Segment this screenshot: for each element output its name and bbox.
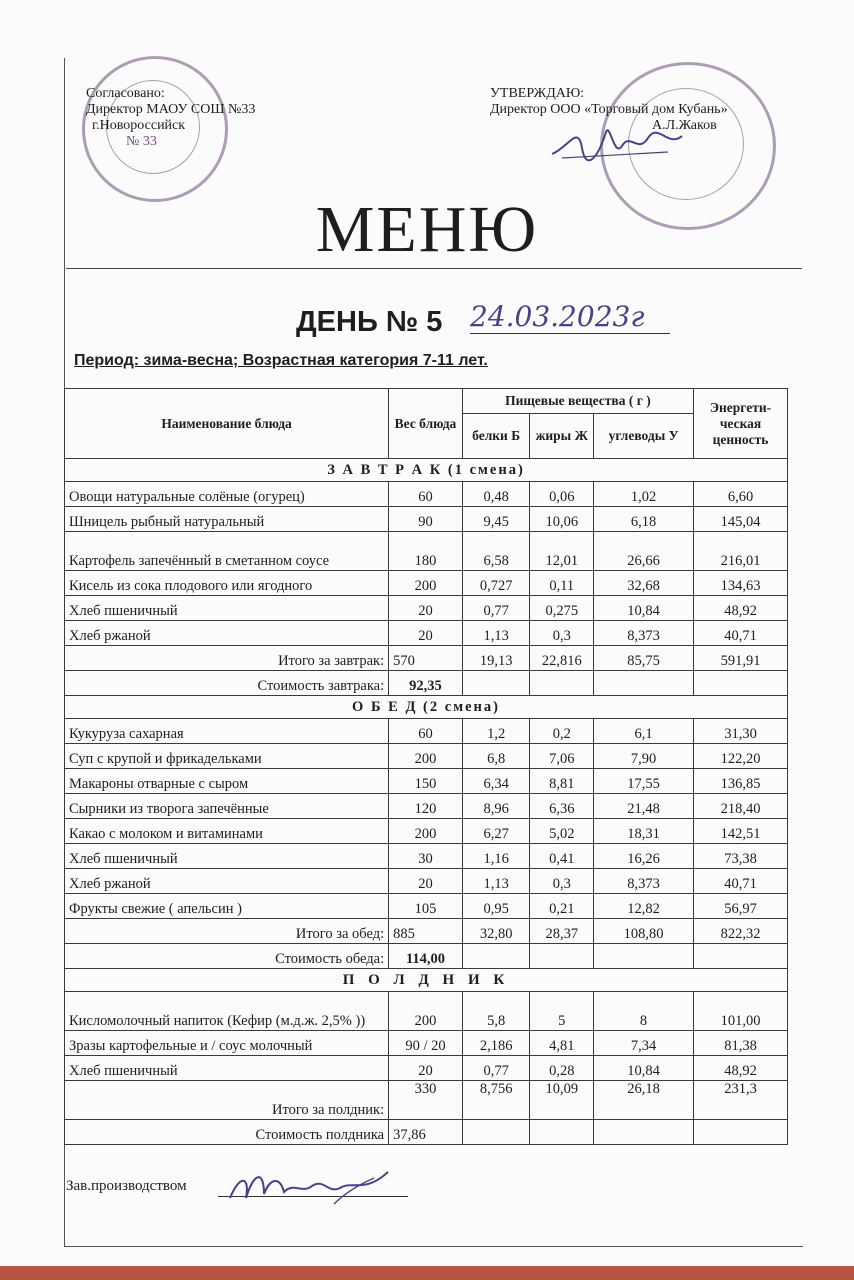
total-carbs: 85,75 <box>594 646 694 671</box>
table-row <box>65 719 788 744</box>
dish-proteins: 2,186 <box>462 1031 530 1056</box>
dish-proteins: 6,34 <box>462 769 530 794</box>
section-lunch <box>65 696 788 969</box>
total-proteins: 8,756 <box>462 1081 530 1120</box>
dish-carbs: 32,68 <box>594 571 694 596</box>
dish-energy: 6,60 <box>694 482 788 507</box>
section-title: З А В Т Р А К (1 смена) <box>65 459 788 482</box>
approval-left-line: г.Новороссийск <box>92 118 186 133</box>
dish-carbs: 7,90 <box>594 744 694 769</box>
dish-weight: 20 <box>389 596 463 621</box>
production-head-signature <box>224 1164 394 1210</box>
dish-weight: 200 <box>389 819 463 844</box>
table-row <box>65 621 788 646</box>
dish-name: Кукуруза сахарная <box>65 719 389 744</box>
empty-cell <box>694 944 788 969</box>
dish-proteins: 0,77 <box>462 596 530 621</box>
dish-proteins: 1,13 <box>462 869 530 894</box>
dish-name: Хлеб ржаной <box>65 621 389 646</box>
dish-energy: 101,00 <box>694 992 788 1031</box>
dish-proteins: 0,727 <box>462 571 530 596</box>
dish-fats: 7,06 <box>530 744 594 769</box>
col-header-fats: жиры Ж <box>530 414 594 459</box>
col-header-weight: Вес блюда <box>389 389 463 459</box>
dish-weight: 200 <box>389 571 463 596</box>
dish-name: Фрукты свежие ( апельсин ) <box>65 894 389 919</box>
total-fats: 28,37 <box>530 919 594 944</box>
dish-name: Хлеб пшеничный <box>65 596 389 621</box>
dish-weight: 90 / 20 <box>389 1031 463 1056</box>
table-row <box>65 819 788 844</box>
dish-fats: 10,06 <box>530 507 594 532</box>
director-signature <box>548 118 688 168</box>
table-row <box>65 869 788 894</box>
approval-right-line: Директор ООО «Торговый дом Кубань» <box>490 102 728 117</box>
approval-left-line: Согласовано: <box>86 86 165 101</box>
table-row <box>65 532 788 571</box>
dish-name: Суп с крупой и фрикадельками <box>65 744 389 769</box>
dish-energy: 134,63 <box>694 571 788 596</box>
dish-name: Хлеб ржаной <box>65 869 389 894</box>
total-fats: 10,09 <box>530 1081 594 1120</box>
cost-value: 37,86 <box>389 1120 463 1145</box>
dish-energy: 40,71 <box>694 621 788 646</box>
dish-name: Зразы картофельные и / соус молочный <box>65 1031 389 1056</box>
dish-proteins: 1,13 <box>462 621 530 646</box>
total-row <box>65 919 788 944</box>
table-row <box>65 596 788 621</box>
dish-name: Макароны отварные с сыром <box>65 769 389 794</box>
dish-carbs: 12,82 <box>594 894 694 919</box>
cost-label: Стоимость завтрака: <box>65 671 389 696</box>
dish-fats: 0,275 <box>530 596 594 621</box>
dish-energy: 122,20 <box>694 744 788 769</box>
cost-row <box>65 944 788 969</box>
dish-fats: 12,01 <box>530 532 594 571</box>
col-header-nutrients: Пищевые вещества ( г ) <box>462 389 693 414</box>
dish-carbs: 8,373 <box>594 869 694 894</box>
approval-right-line: УТВЕРЖДАЮ: <box>490 86 585 101</box>
dish-energy: 48,92 <box>694 596 788 621</box>
dish-proteins: 8,96 <box>462 794 530 819</box>
empty-cell <box>594 1120 694 1145</box>
table-row <box>65 769 788 794</box>
dish-proteins: 5,8 <box>462 992 530 1031</box>
dish-carbs: 26,66 <box>594 532 694 571</box>
title-divider <box>66 268 802 269</box>
dish-weight: 120 <box>389 794 463 819</box>
total-energy: 231,3 <box>694 1081 788 1120</box>
cost-row <box>65 1120 788 1145</box>
table-row <box>65 744 788 769</box>
dish-energy: 145,04 <box>694 507 788 532</box>
dish-fats: 0,06 <box>530 482 594 507</box>
dish-fats: 8,81 <box>530 769 594 794</box>
day-label: ДЕНЬ № 5 <box>296 306 443 338</box>
dish-weight: 60 <box>389 482 463 507</box>
section-title: О Б Е Д (2 смена) <box>65 696 788 719</box>
dish-fats: 5,02 <box>530 819 594 844</box>
dish-proteins: 6,58 <box>462 532 530 571</box>
dish-proteins: 0,77 <box>462 1056 530 1081</box>
table-row <box>65 844 788 869</box>
col-header-energy: Энергети-ческая ценность <box>694 389 788 459</box>
table-row <box>65 1031 788 1056</box>
dish-weight: 150 <box>389 769 463 794</box>
empty-cell <box>694 671 788 696</box>
section-title: П О Л Д Н И К <box>65 969 788 992</box>
dish-carbs: 6,18 <box>594 507 694 532</box>
dish-fats: 6,36 <box>530 794 594 819</box>
dish-energy: 81,38 <box>694 1031 788 1056</box>
total-carbs: 26,18 <box>594 1081 694 1120</box>
dish-carbs: 21,48 <box>594 794 694 819</box>
empty-cell <box>594 671 694 696</box>
total-label: Итого за полдник: <box>65 1081 389 1120</box>
dish-proteins: 0,48 <box>462 482 530 507</box>
section-breakfast <box>65 459 788 696</box>
dish-energy: 73,38 <box>694 844 788 869</box>
dish-name: Хлеб пшеничный <box>65 1056 389 1081</box>
total-weight: 570 <box>389 646 463 671</box>
col-header-proteins: белки Б <box>462 414 530 459</box>
menu-table <box>64 388 788 1145</box>
total-carbs: 108,80 <box>594 919 694 944</box>
dish-proteins: 0,95 <box>462 894 530 919</box>
dish-proteins: 6,27 <box>462 819 530 844</box>
dish-fats: 0,2 <box>530 719 594 744</box>
dish-fats: 0,3 <box>530 869 594 894</box>
total-label: Итого за обед: <box>65 919 389 944</box>
empty-cell <box>462 671 530 696</box>
dish-weight: 200 <box>389 744 463 769</box>
dish-energy: 56,97 <box>694 894 788 919</box>
dish-weight: 60 <box>389 719 463 744</box>
dish-fats: 5 <box>530 992 594 1031</box>
dish-carbs: 7,34 <box>594 1031 694 1056</box>
table-row <box>65 482 788 507</box>
dish-proteins: 6,8 <box>462 744 530 769</box>
empty-cell <box>694 1120 788 1145</box>
dish-carbs: 18,31 <box>594 819 694 844</box>
cost-label: Стоимость полдника <box>65 1120 389 1145</box>
dish-fats: 0,41 <box>530 844 594 869</box>
dish-name: Хлеб пшеничный <box>65 844 389 869</box>
seal-left-number: № 33 <box>126 134 157 149</box>
dish-name: Овощи натуральные солёные (огурец) <box>65 482 389 507</box>
bottom-edge-band <box>0 1266 854 1280</box>
table-row <box>65 992 788 1031</box>
dish-fats: 0,11 <box>530 571 594 596</box>
dish-energy: 142,51 <box>694 819 788 844</box>
dish-carbs: 16,26 <box>594 844 694 869</box>
empty-cell <box>462 1120 530 1145</box>
dish-fats: 0,21 <box>530 894 594 919</box>
dish-carbs: 8 <box>594 992 694 1031</box>
approval-left-line: Директор МАОУ СОШ №33 <box>86 102 256 117</box>
total-weight: 885 <box>389 919 463 944</box>
dish-name: Сырники из творога запечённые <box>65 794 389 819</box>
empty-cell <box>594 944 694 969</box>
empty-cell <box>530 671 594 696</box>
cost-label: Стоимость обеда: <box>65 944 389 969</box>
total-fats: 22,816 <box>530 646 594 671</box>
total-energy: 822,32 <box>694 919 788 944</box>
dish-energy: 136,85 <box>694 769 788 794</box>
dish-weight: 200 <box>389 992 463 1031</box>
table-row <box>65 1056 788 1081</box>
footer-label: Зав.производством <box>66 1178 187 1194</box>
dish-carbs: 6,1 <box>594 719 694 744</box>
dish-weight: 20 <box>389 1056 463 1081</box>
dish-name: Кисель из сока плодового или ягодного <box>65 571 389 596</box>
approval-right-line: А.Л.Жаков <box>652 118 717 133</box>
page-title: МЕНЮ <box>315 193 539 266</box>
total-proteins: 19,13 <box>462 646 530 671</box>
dish-name: Какао с молоком и витаминами <box>65 819 389 844</box>
total-label: Итого за завтрак: <box>65 646 389 671</box>
dish-energy: 48,92 <box>694 1056 788 1081</box>
col-header-name: Наименование блюда <box>65 389 389 459</box>
dish-carbs: 8,373 <box>594 621 694 646</box>
dish-weight: 30 <box>389 844 463 869</box>
period-line: Период: зима-весна; Возрастная категория 7-11 лет. <box>74 352 488 369</box>
dish-energy: 40,71 <box>694 869 788 894</box>
dish-carbs: 10,84 <box>594 596 694 621</box>
dish-energy: 216,01 <box>694 532 788 571</box>
dish-carbs: 1,02 <box>594 482 694 507</box>
dish-proteins: 1,16 <box>462 844 530 869</box>
cost-value: 92,35 <box>389 671 463 696</box>
table-row <box>65 794 788 819</box>
empty-cell <box>530 944 594 969</box>
dish-proteins: 1,2 <box>462 719 530 744</box>
dish-energy: 218,40 <box>694 794 788 819</box>
cost-row <box>65 671 788 696</box>
dish-name: Шницель рыбный натуральный <box>65 507 389 532</box>
day-date-handwritten: 24.03.2023г <box>470 300 670 334</box>
empty-cell <box>462 944 530 969</box>
total-energy: 591,91 <box>694 646 788 671</box>
dish-weight: 20 <box>389 869 463 894</box>
dish-fats: 4,81 <box>530 1031 594 1056</box>
total-weight: 330 <box>389 1081 463 1120</box>
dish-fats: 0,28 <box>530 1056 594 1081</box>
total-row <box>65 1081 788 1120</box>
table-row <box>65 507 788 532</box>
dish-weight: 20 <box>389 621 463 646</box>
dish-name: Кисломолочный напиток (Кефир (м.д.ж. 2,5% )) <box>65 992 389 1031</box>
dish-energy: 31,30 <box>694 719 788 744</box>
dish-proteins: 9,45 <box>462 507 530 532</box>
total-row <box>65 646 788 671</box>
dish-name: Картофель запечённый в сметанном соусе <box>65 532 389 571</box>
dish-fats: 0,3 <box>530 621 594 646</box>
dish-weight: 105 <box>389 894 463 919</box>
dish-carbs: 10,84 <box>594 1056 694 1081</box>
dish-carbs: 17,55 <box>594 769 694 794</box>
dish-weight: 90 <box>389 507 463 532</box>
col-header-carbs: углеводы У <box>594 414 694 459</box>
empty-cell <box>530 1120 594 1145</box>
section-snack <box>65 969 788 1145</box>
table-row <box>65 894 788 919</box>
cost-value: 114,00 <box>389 944 463 969</box>
total-proteins: 32,80 <box>462 919 530 944</box>
approval-left-block <box>86 86 255 150</box>
dish-weight: 180 <box>389 532 463 571</box>
table-row <box>65 571 788 596</box>
